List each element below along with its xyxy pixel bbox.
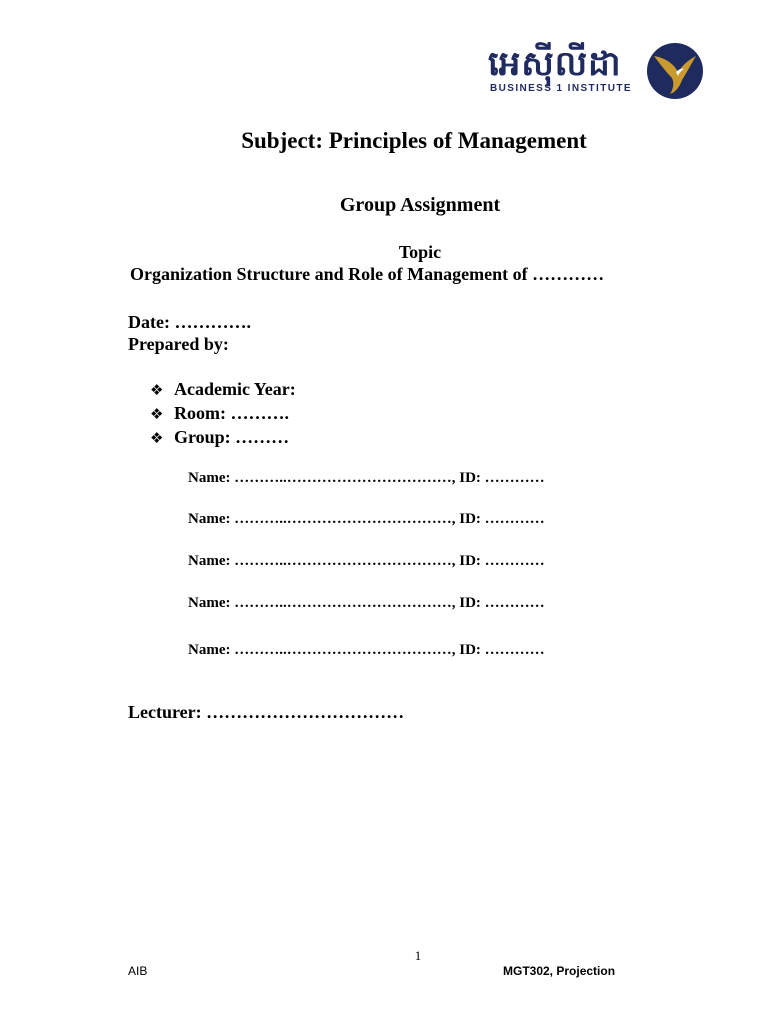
member-line: Name: ………..……………………………, ID: ………… (188, 595, 545, 611)
document-title: Subject: Principles of Management (241, 128, 587, 153)
bird-emblem-icon (646, 42, 704, 100)
list-item (150, 426, 296, 450)
logo-khmer-name: អេស៊ីលីដា (488, 44, 622, 84)
member-line: Name: ………..……………………………, ID: ………… (188, 470, 545, 486)
assignment-details-list (150, 378, 296, 450)
lecturer-line: Lecturer: …………………………… (128, 702, 405, 722)
footer-left-text: AIB (128, 964, 148, 978)
topic-text: Organization Structure and Role of Management of ………… (130, 264, 605, 284)
footer-right-text: MGT302, Projection (503, 964, 616, 978)
list-item (150, 378, 296, 402)
document-subtitle: Group Assignment (339, 194, 501, 216)
prepared-by-label: Prepared by: (128, 334, 229, 354)
member-line: Name: ………..……………………………, ID: ………… (188, 511, 545, 527)
page-number: 1 (414, 948, 422, 963)
member-line: Name: ………..……………………………, ID: ………… (188, 553, 545, 569)
topic-label: Topic (398, 242, 442, 262)
member-line: Name: ………..……………………………, ID: ………… (188, 642, 545, 658)
institute-logo (488, 40, 708, 100)
diamond-bullet-icon: ❖ (150, 405, 164, 423)
date-line: Date: …………. (128, 312, 251, 332)
room-label: Room: ………. (174, 403, 289, 423)
diamond-bullet-icon: ❖ (150, 429, 164, 447)
diamond-bullet-icon: ❖ (150, 381, 164, 399)
list-item (150, 402, 296, 426)
group-label: Group: ……… (174, 427, 290, 447)
academic-year-label: Academic Year: (174, 379, 296, 399)
logo-subtitle: BUSINESS 1 INSTITUTE (490, 83, 632, 94)
